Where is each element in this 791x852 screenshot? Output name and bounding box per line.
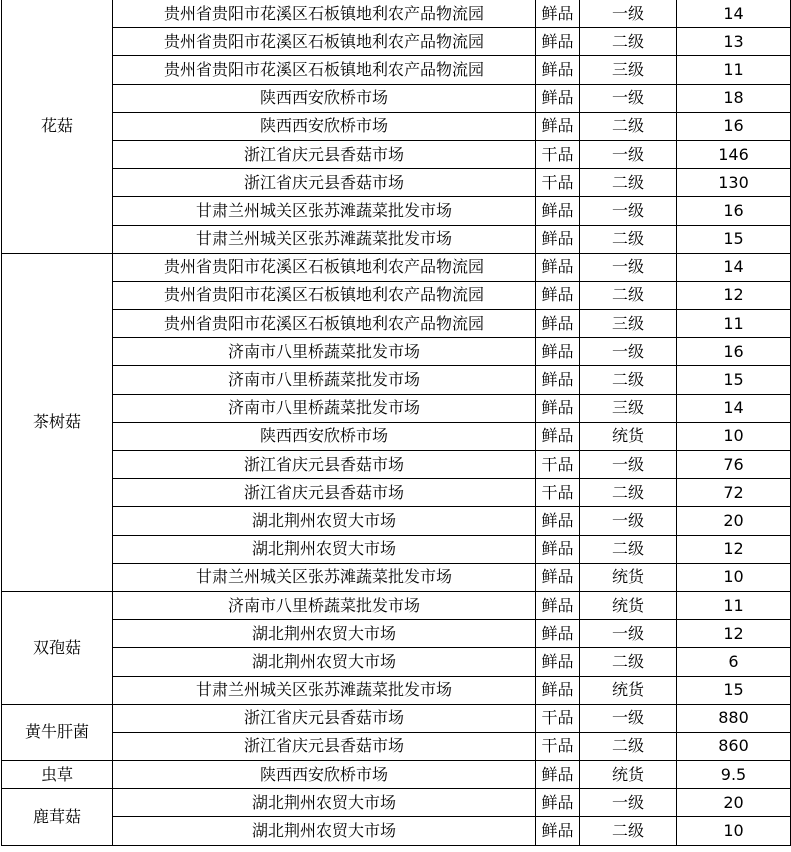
grade-cell: 二级: [580, 648, 677, 676]
price-cell: 16: [677, 338, 791, 366]
price-cell: 20: [677, 789, 791, 817]
table-row: [2, 451, 791, 479]
grade-cell: 一级: [580, 0, 677, 28]
grade-cell: 二级: [580, 281, 677, 309]
market-cell: 浙江省庆元县香菇市场: [113, 732, 536, 760]
table-body: [2, 0, 791, 845]
grade-cell: 三级: [580, 310, 677, 338]
market-cell: 浙江省庆元县香菇市场: [113, 169, 536, 197]
table-row: [2, 140, 791, 168]
price-cell: 11: [677, 310, 791, 338]
price-cell: 14: [677, 394, 791, 422]
product-type-cell: 干品: [536, 140, 580, 168]
product-type-cell: 鲜品: [536, 253, 580, 281]
table-row: [2, 620, 791, 648]
product-type-cell: 鲜品: [536, 28, 580, 56]
grade-cell: 二级: [580, 817, 677, 845]
price-cell: 12: [677, 620, 791, 648]
market-cell: 济南市八里桥蔬菜批发市场: [113, 338, 536, 366]
price-cell: 14: [677, 0, 791, 28]
table-row: [2, 394, 791, 422]
grade-cell: 一级: [580, 140, 677, 168]
market-cell: 贵州省贵阳市花溪区石板镇地利农产品物流园: [113, 310, 536, 338]
table-row: [2, 704, 791, 732]
price-cell: 14: [677, 253, 791, 281]
price-cell: 20: [677, 507, 791, 535]
grade-cell: 统货: [580, 676, 677, 704]
product-name-cell: 黄牛肝菌: [2, 704, 113, 760]
grade-cell: 二级: [580, 479, 677, 507]
product-type-cell: 鲜品: [536, 394, 580, 422]
market-cell: 贵州省贵阳市花溪区石板镇地利农产品物流园: [113, 281, 536, 309]
market-cell: 湖北荆州农贸大市场: [113, 535, 536, 563]
price-cell: 15: [677, 225, 791, 253]
price-cell: 880: [677, 704, 791, 732]
grade-cell: 一级: [580, 704, 677, 732]
price-cell: 16: [677, 197, 791, 225]
table-row: [2, 84, 791, 112]
market-cell: 浙江省庆元县香菇市场: [113, 704, 536, 732]
table-row: [2, 0, 791, 28]
market-cell: 贵州省贵阳市花溪区石板镇地利农产品物流园: [113, 28, 536, 56]
grade-cell: 三级: [580, 56, 677, 84]
product-type-cell: 干品: [536, 479, 580, 507]
table-row: [2, 169, 791, 197]
product-name-cell: 花菇: [2, 0, 113, 253]
market-cell: 陕西西安欣桥市场: [113, 84, 536, 112]
product-name-cell: 虫草: [2, 761, 113, 789]
grade-cell: 一级: [580, 789, 677, 817]
market-cell: 甘肃兰州城关区张苏滩蔬菜批发市场: [113, 225, 536, 253]
grade-cell: 二级: [580, 28, 677, 56]
market-cell: 贵州省贵阳市花溪区石板镇地利农产品物流园: [113, 56, 536, 84]
mushroom-price-table: [1, 0, 791, 846]
grade-cell: 统货: [580, 563, 677, 591]
product-type-cell: 鲜品: [536, 817, 580, 845]
product-type-cell: 鲜品: [536, 338, 580, 366]
table-row: [2, 281, 791, 309]
grade-cell: 二级: [580, 169, 677, 197]
market-cell: 甘肃兰州城关区张苏滩蔬菜批发市场: [113, 563, 536, 591]
grade-cell: 一级: [580, 507, 677, 535]
product-type-cell: 鲜品: [536, 197, 580, 225]
market-cell: 贵州省贵阳市花溪区石板镇地利农产品物流园: [113, 0, 536, 28]
price-cell: 76: [677, 451, 791, 479]
price-cell: 130: [677, 169, 791, 197]
product-type-cell: 鲜品: [536, 56, 580, 84]
price-cell: 860: [677, 732, 791, 760]
product-type-cell: 鲜品: [536, 648, 580, 676]
product-type-cell: 干品: [536, 704, 580, 732]
product-name-cell: 茶树菇: [2, 253, 113, 591]
table-row: [2, 225, 791, 253]
price-cell: 11: [677, 56, 791, 84]
grade-cell: 三级: [580, 394, 677, 422]
table-row: [2, 422, 791, 450]
table-row: [2, 112, 791, 140]
product-type-cell: 鲜品: [536, 507, 580, 535]
price-cell: 16: [677, 112, 791, 140]
product-type-cell: 干品: [536, 451, 580, 479]
grade-cell: 统货: [580, 422, 677, 450]
price-cell: 10: [677, 563, 791, 591]
grade-cell: 一级: [580, 620, 677, 648]
price-cell: 15: [677, 676, 791, 704]
market-cell: 浙江省庆元县香菇市场: [113, 451, 536, 479]
price-cell: 11: [677, 591, 791, 619]
price-cell: 10: [677, 422, 791, 450]
table-row: [2, 591, 791, 619]
grade-cell: 一级: [580, 197, 677, 225]
product-name-cell: 双孢菇: [2, 591, 113, 704]
price-cell: 18: [677, 84, 791, 112]
product-type-cell: 鲜品: [536, 620, 580, 648]
market-cell: 陕西西安欣桥市场: [113, 422, 536, 450]
price-cell: 146: [677, 140, 791, 168]
market-cell: 甘肃兰州城关区张苏滩蔬菜批发市场: [113, 197, 536, 225]
table-row: [2, 253, 791, 281]
product-type-cell: 鲜品: [536, 676, 580, 704]
market-cell: 济南市八里桥蔬菜批发市场: [113, 394, 536, 422]
market-cell: 济南市八里桥蔬菜批发市场: [113, 366, 536, 394]
market-cell: 湖北荆州农贸大市场: [113, 789, 536, 817]
price-cell: 12: [677, 535, 791, 563]
market-cell: 济南市八里桥蔬菜批发市场: [113, 591, 536, 619]
table-row: [2, 366, 791, 394]
product-name-cell: 鹿茸菇: [2, 789, 113, 845]
product-type-cell: 鲜品: [536, 0, 580, 28]
table-row: [2, 761, 791, 789]
grade-cell: 统货: [580, 591, 677, 619]
grade-cell: 二级: [580, 535, 677, 563]
product-type-cell: 鲜品: [536, 563, 580, 591]
market-cell: 浙江省庆元县香菇市场: [113, 479, 536, 507]
price-cell: 12: [677, 281, 791, 309]
product-type-cell: 鲜品: [536, 422, 580, 450]
product-type-cell: 鲜品: [536, 225, 580, 253]
table-row: [2, 789, 791, 817]
table-row: [2, 732, 791, 760]
market-cell: 浙江省庆元县香菇市场: [113, 140, 536, 168]
market-cell: 贵州省贵阳市花溪区石板镇地利农产品物流园: [113, 253, 536, 281]
table-row: [2, 648, 791, 676]
product-type-cell: 鲜品: [536, 366, 580, 394]
price-cell: 13: [677, 28, 791, 56]
table-row: [2, 676, 791, 704]
product-type-cell: 鲜品: [536, 310, 580, 338]
table-row: [2, 563, 791, 591]
table-row: [2, 28, 791, 56]
grade-cell: 一级: [580, 253, 677, 281]
price-cell: 9.5: [677, 761, 791, 789]
table-row: [2, 310, 791, 338]
product-type-cell: 干品: [536, 169, 580, 197]
grade-cell: 二级: [580, 366, 677, 394]
table-row: [2, 197, 791, 225]
table-row: [2, 56, 791, 84]
product-type-cell: 鲜品: [536, 281, 580, 309]
grade-cell: 二级: [580, 112, 677, 140]
market-cell: 湖北荆州农贸大市场: [113, 620, 536, 648]
price-cell: 72: [677, 479, 791, 507]
table-row: [2, 338, 791, 366]
market-cell: 湖北荆州农贸大市场: [113, 507, 536, 535]
product-type-cell: 鲜品: [536, 84, 580, 112]
product-type-cell: 鲜品: [536, 761, 580, 789]
market-cell: 甘肃兰州城关区张苏滩蔬菜批发市场: [113, 676, 536, 704]
table-row: [2, 535, 791, 563]
market-cell: 陕西西安欣桥市场: [113, 112, 536, 140]
grade-cell: 二级: [580, 225, 677, 253]
grade-cell: 一级: [580, 338, 677, 366]
grade-cell: 统货: [580, 761, 677, 789]
table-row: [2, 507, 791, 535]
product-type-cell: 鲜品: [536, 535, 580, 563]
price-cell: 10: [677, 817, 791, 845]
market-cell: 湖北荆州农贸大市场: [113, 817, 536, 845]
price-cell: 15: [677, 366, 791, 394]
price-cell: 6: [677, 648, 791, 676]
product-type-cell: 鲜品: [536, 789, 580, 817]
grade-cell: 一级: [580, 84, 677, 112]
table-row: [2, 479, 791, 507]
product-type-cell: 干品: [536, 732, 580, 760]
market-cell: 陕西西安欣桥市场: [113, 761, 536, 789]
product-type-cell: 鲜品: [536, 112, 580, 140]
grade-cell: 一级: [580, 451, 677, 479]
market-cell: 湖北荆州农贸大市场: [113, 648, 536, 676]
product-type-cell: 鲜品: [536, 591, 580, 619]
grade-cell: 二级: [580, 732, 677, 760]
table-row: [2, 817, 791, 845]
